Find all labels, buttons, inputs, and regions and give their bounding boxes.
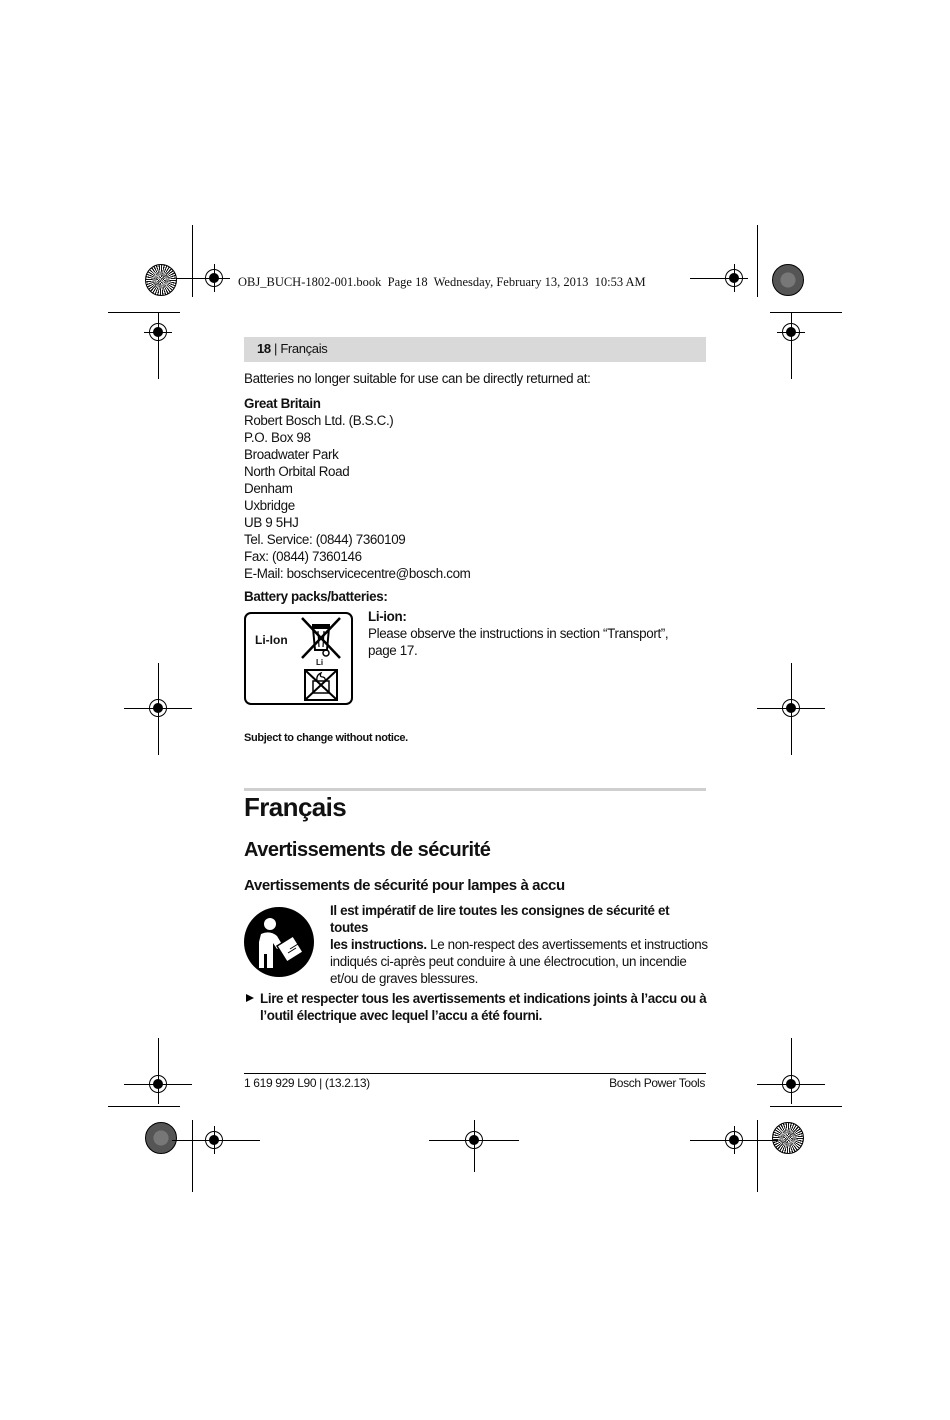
registration-mark-icon: [782, 699, 800, 717]
crossed-bin-icon: [299, 616, 343, 662]
address-line: UB 9 5HJ: [244, 515, 299, 530]
page-number: 18: [257, 341, 271, 356]
registration-mark-icon: [205, 269, 223, 287]
read-manual-icon: [243, 906, 315, 978]
print-header: OBJ_BUCH-1802-001.book Page 18 Wednesday, February 13, 2013 10:53 AM: [238, 275, 646, 289]
section-title: Français: [244, 792, 347, 822]
registration-mark-icon: [149, 323, 167, 341]
registration-mark-icon: [149, 1075, 167, 1093]
address-block: [244, 412, 471, 582]
address-line: Uxbridge: [244, 498, 295, 513]
bullet-arrow-icon: [246, 994, 254, 1002]
address-line: Robert Bosch Ltd. (B.S.C.): [244, 413, 394, 428]
bullet-instruction: Lire et respecter tous les avertissements et indications joints à l’accu ou à l’outil électrique avec lequel l’accu a été fourni.: [260, 991, 707, 1023]
page-header-text: [257, 341, 327, 356]
intro-text: Batteries no longer suitable for use can be directly returned at:: [244, 371, 591, 386]
safety-subheading: Avertissements de sécurité pour lampes à accu: [244, 877, 565, 894]
email-line: E-Mail: boschservicecentre@bosch.com: [244, 566, 471, 581]
address-line: North Orbital Road: [244, 464, 350, 479]
address-line: Broadwater Park: [244, 447, 339, 462]
color-target-icon: [772, 264, 804, 296]
registration-mark-icon: [725, 269, 743, 287]
phone-line: Tel. Service: (0844) 7360109: [244, 532, 406, 547]
safety-warning-text: Il est impératif de lire toutes les consignes de sécurité et toutes les instructions. Le non-respect des avertissements et instructions indiqués ci-après peut conduire à une électrocution, un incendie et/ou de graves blessures.: [330, 903, 708, 986]
footer-brand: Bosch Power Tools: [609, 1076, 705, 1090]
section-divider: [244, 788, 706, 791]
color-target-icon: [772, 1122, 804, 1154]
li-ion-disposal-icon: [244, 612, 353, 705]
registration-mark-icon: [205, 1131, 223, 1149]
footer-doc-number: 1 619 929 L90 | (13.2.13): [244, 1076, 370, 1090]
registration-mark-icon: [782, 1075, 800, 1093]
address-line: P.O. Box 98: [244, 430, 311, 445]
registration-mark-icon: [782, 323, 800, 341]
li-ion-title: Li-ion:: [368, 609, 407, 624]
battery-heading: Battery packs/batteries:: [244, 589, 388, 604]
country-heading: Great Britain: [244, 396, 321, 411]
no-fire-battery-icon: [304, 669, 338, 701]
fax-line: Fax: (0844) 7360146: [244, 549, 362, 564]
safety-heading: Avertissements de sécurité: [244, 839, 491, 861]
address-line: Denham: [244, 481, 293, 496]
footer-rule: [244, 1073, 706, 1074]
change-notice: Subject to change without notice.: [244, 732, 408, 744]
registration-mark-icon: [465, 1131, 483, 1149]
li-ion-label: Li-Ion: [255, 633, 288, 647]
li-small-label: Li: [316, 658, 324, 667]
header-language: Français: [280, 341, 328, 356]
li-ion-text: Please observe the instructions in section “Transport”, page 17.: [368, 626, 669, 658]
registration-mark-icon: [149, 699, 167, 717]
color-target-icon: [145, 264, 177, 296]
header-separator: |: [270, 341, 281, 356]
registration-mark-icon: [725, 1131, 743, 1149]
color-target-icon: [145, 1122, 177, 1154]
